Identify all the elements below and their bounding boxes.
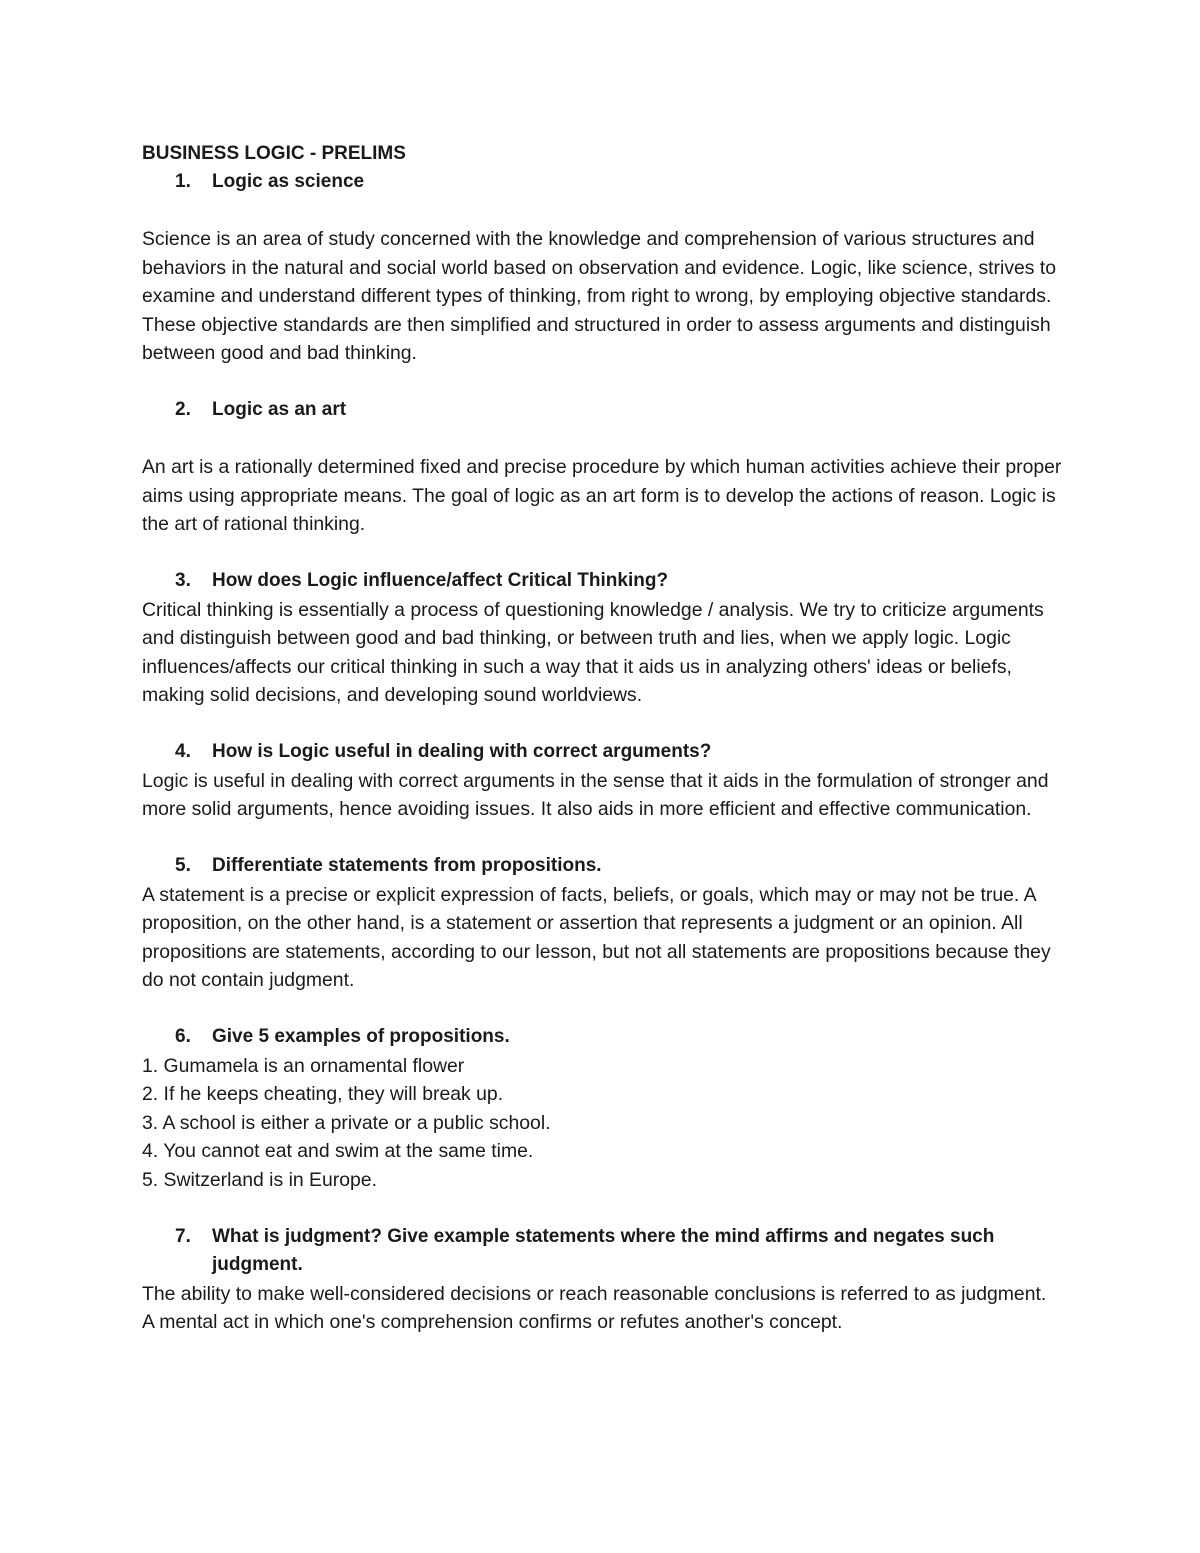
list-item: 1. Gumamela is an ornamental flower bbox=[142, 1054, 465, 1077]
section-title: Give 5 examples of propositions. bbox=[212, 1026, 510, 1047]
section-number: 4. bbox=[175, 741, 191, 762]
list-item: 5. Switzerland is in Europe. bbox=[142, 1168, 377, 1191]
document-title: BUSINESS LOGIC - PRELIMS bbox=[142, 143, 406, 164]
spacer bbox=[142, 425, 1062, 454]
section-title: What is judgment? Give example statements where the mind affirms and negates such judgment. bbox=[212, 1225, 995, 1275]
section-body-1: Science is an area of study concerned with the knowledge and comprehension of various structures and behaviors in the natural and social world based on observation and evidence. Logic, like science, strives to examine and understand different types of thinking, from right to wrong, by employing objective standards. These objective standards are then simplified and structured in order to assess arguments and distinguish between good and bad thinking. bbox=[142, 228, 1057, 364]
spacer bbox=[142, 368, 1062, 397]
section-heading-4 bbox=[142, 738, 1062, 767]
section-number: 5. bbox=[175, 855, 191, 876]
proposition-examples-list bbox=[142, 1052, 1062, 1195]
list-item: 2. If he keeps cheating, they will break up. bbox=[142, 1083, 504, 1105]
section-title: Differentiate statements from propositions. bbox=[212, 855, 602, 876]
section-number: 7. bbox=[175, 1225, 191, 1247]
section-body-5: A statement is a precise or explicit expression of facts, beliefs, or goals, which may or may not be true. A proposition, on the other hand, is a statement or assertion that represents a judgment or an opinion. All propositions are statements, according to our lesson, but not all statements are propositions because they do not contain judgment. bbox=[142, 883, 1051, 991]
section-title: How is Logic useful in dealing with correct arguments? bbox=[212, 741, 712, 762]
section-number: 2. bbox=[175, 399, 191, 420]
section-heading-7 bbox=[142, 1223, 1062, 1280]
section-number: 1. bbox=[175, 171, 191, 192]
section-heading-2 bbox=[142, 396, 1062, 425]
spacer bbox=[142, 824, 1062, 853]
spacer bbox=[142, 995, 1062, 1024]
spacer bbox=[142, 710, 1062, 739]
section-title: Logic as science bbox=[212, 171, 365, 192]
spacer bbox=[142, 197, 1062, 226]
section-number: 3. bbox=[175, 570, 191, 591]
spacer bbox=[142, 1194, 1062, 1223]
list-item: 4. You cannot eat and swim at the same time. bbox=[142, 1140, 534, 1162]
document-body bbox=[142, 140, 1062, 1337]
section-body-7: The ability to make well-considered decisions or reach reasonable conclusions is referred to as judgment. A mental act in which one's comprehension confirms or refutes another's concept. bbox=[142, 1282, 1047, 1333]
spacer bbox=[142, 539, 1062, 568]
list-item: 3. A school is either a private or a public school. bbox=[142, 1111, 551, 1134]
section-heading-6 bbox=[142, 1023, 1062, 1052]
section-number: 6. bbox=[175, 1026, 191, 1047]
section-heading-5 bbox=[142, 852, 1062, 881]
section-heading-3 bbox=[142, 567, 1062, 596]
section-body-2: An art is a rationally determined fixed and precise procedure by which human activities achieve their proper aims using appropriate means. The goal of logic as an art form is to develop the actions of reason. Logic is the art of rational thinking. bbox=[142, 456, 1062, 535]
section-title: Logic as an art bbox=[212, 399, 347, 420]
section-body-4: Logic is useful in dealing with correct arguments in the sense that it aids in the formulation of stronger and more solid arguments, hence avoiding issues. It also aids in more efficient and effective communication. bbox=[142, 769, 1049, 820]
section-title: How does Logic influence/affect Critical Thinking? bbox=[212, 570, 669, 591]
section-heading-1 bbox=[142, 168, 1062, 197]
section-body-3: Critical thinking is essentially a process of questioning knowledge / analysis. We try to criticize arguments and distinguish between good and bad thinking, or between truth and lies, when we apply logic. Logic influences/affects our critical thinking in such a way that it aids us in analyzing others' ideas or beliefs, making solid decisions, and developing sound worldviews. bbox=[142, 598, 1044, 706]
